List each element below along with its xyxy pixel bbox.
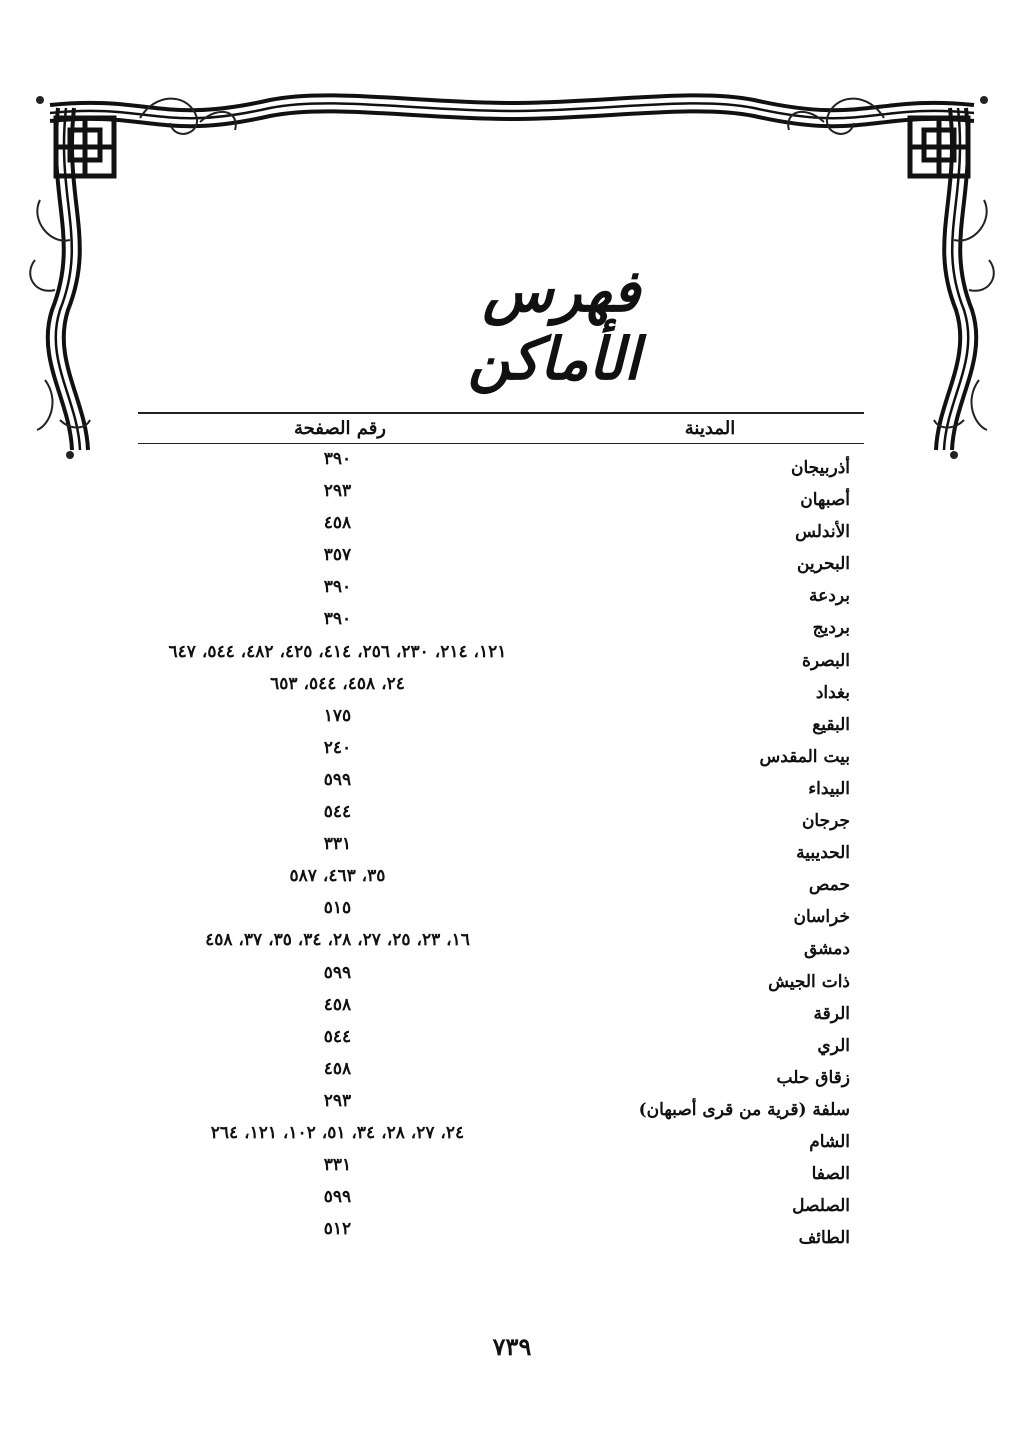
list-item: [150, 1188, 850, 1220]
place-name: الأندلس: [795, 522, 850, 543]
page-refs: ٣٣١: [323, 834, 352, 855]
page-refs: ١٦، ٢٣، ٢٥، ٢٧، ٢٨، ٣٤، ٣٥، ٣٧، ٤٥٨: [205, 930, 470, 951]
list-item: [150, 867, 850, 899]
page-refs: ٣٥٧: [323, 545, 352, 566]
place-name: أذربيجان: [790, 458, 850, 478]
page-refs: ٥١٥: [323, 898, 352, 919]
place-name: بغداد: [815, 682, 850, 703]
list-item: [150, 546, 850, 578]
list-item: [150, 1028, 850, 1060]
page-refs: ٥٤٤: [323, 1026, 352, 1047]
list-item: [150, 1092, 850, 1124]
page-number: ٧٣٩: [492, 1332, 532, 1361]
place-name: بردعة: [809, 586, 850, 607]
place-name: الري: [817, 1035, 850, 1056]
places-index-list: [150, 450, 850, 1252]
page-refs: ٢٩٣: [323, 1090, 352, 1111]
place-name: البصرة: [801, 650, 850, 671]
list-item: [150, 482, 850, 514]
list-item: [150, 675, 850, 707]
place-name: خراسان: [793, 907, 850, 928]
page-refs: ٤٥٨: [323, 1058, 352, 1079]
list-item: [150, 450, 850, 482]
list-item: [150, 1220, 850, 1252]
list-item: [150, 578, 850, 610]
page-refs: ٣٩٠: [323, 577, 352, 598]
place-name: البحرين: [796, 554, 850, 575]
list-item: [150, 899, 850, 931]
list-item: [150, 996, 850, 1028]
page-refs: ٥٩٩: [323, 769, 352, 790]
column-header-page: رقم الصفحة: [293, 418, 386, 439]
page-refs: ٤٥٨: [323, 513, 352, 534]
place-name: الحديبية: [796, 843, 850, 864]
list-item: [150, 610, 850, 642]
page-refs: ٣٥، ٤٦٣، ٥٨٧: [289, 866, 386, 887]
place-name: الشام: [809, 1131, 850, 1152]
list-item: [150, 514, 850, 546]
list-item: [150, 771, 850, 803]
list-item: [150, 707, 850, 739]
place-name: الطائف: [798, 1228, 850, 1249]
place-name: جرجان: [801, 811, 850, 832]
list-item: [150, 1060, 850, 1092]
column-header-city: المدينة: [684, 418, 736, 439]
place-name: برديج: [812, 618, 850, 639]
place-name: البيداء: [808, 778, 850, 799]
page-refs: ٣٩٠: [323, 609, 352, 630]
list-item: [150, 964, 850, 996]
place-name: الرقة: [813, 1003, 850, 1024]
page-refs: ٤٥٨: [323, 994, 352, 1015]
table-top-rule: [138, 412, 864, 414]
list-item: [150, 1124, 850, 1156]
page-refs: ٥٤٤: [323, 802, 352, 823]
place-name: الصفا: [811, 1164, 850, 1185]
place-name: الصلصل: [792, 1196, 850, 1217]
place-name: دمشق: [803, 939, 850, 960]
page-refs: ٥٩٩: [323, 962, 352, 983]
list-item: [150, 931, 850, 963]
list-item: [150, 835, 850, 867]
page-refs: ٢٩٣: [323, 481, 352, 502]
place-name: زقاق حلب: [776, 1067, 850, 1088]
page-refs: ٣٩٠: [323, 449, 352, 469]
page-refs: ٢٤٠: [323, 737, 352, 758]
table-header-rule: [138, 443, 864, 444]
page-refs: ١٧٥: [323, 705, 352, 726]
place-name: ذات الجيش: [768, 971, 850, 992]
page-title: فهرس الأماكن: [468, 257, 640, 393]
place-name: حمص: [808, 875, 850, 896]
place-name: البقيع: [812, 714, 850, 735]
list-item: [150, 739, 850, 771]
page-refs: ٢٤، ٤٥٨، ٥٤٤، ٦٥٣: [270, 673, 405, 694]
page-refs: ٥٩٩: [323, 1187, 352, 1208]
page-refs: ٢٤، ٢٧، ٢٨، ٣٤، ٥١، ١٠٢، ١٢١، ٢٦٤: [210, 1122, 465, 1143]
page-refs: ٥١٢: [323, 1219, 352, 1240]
list-item: [150, 1156, 850, 1188]
list-item: [150, 643, 850, 675]
page-refs: ١٢١، ٢١٤، ٢٣٠، ٢٥٦، ٤١٤، ٤٢٥، ٤٨٢، ٥٤٤، ٦٤٧: [168, 641, 507, 662]
page-refs: ٣٣١: [323, 1155, 352, 1176]
place-name: أصبهان: [800, 490, 850, 511]
place-name: سلفة (قرية من قرى أصبهان): [638, 1099, 850, 1120]
list-item: [150, 803, 850, 835]
place-name: بيت المقدس: [759, 746, 850, 767]
